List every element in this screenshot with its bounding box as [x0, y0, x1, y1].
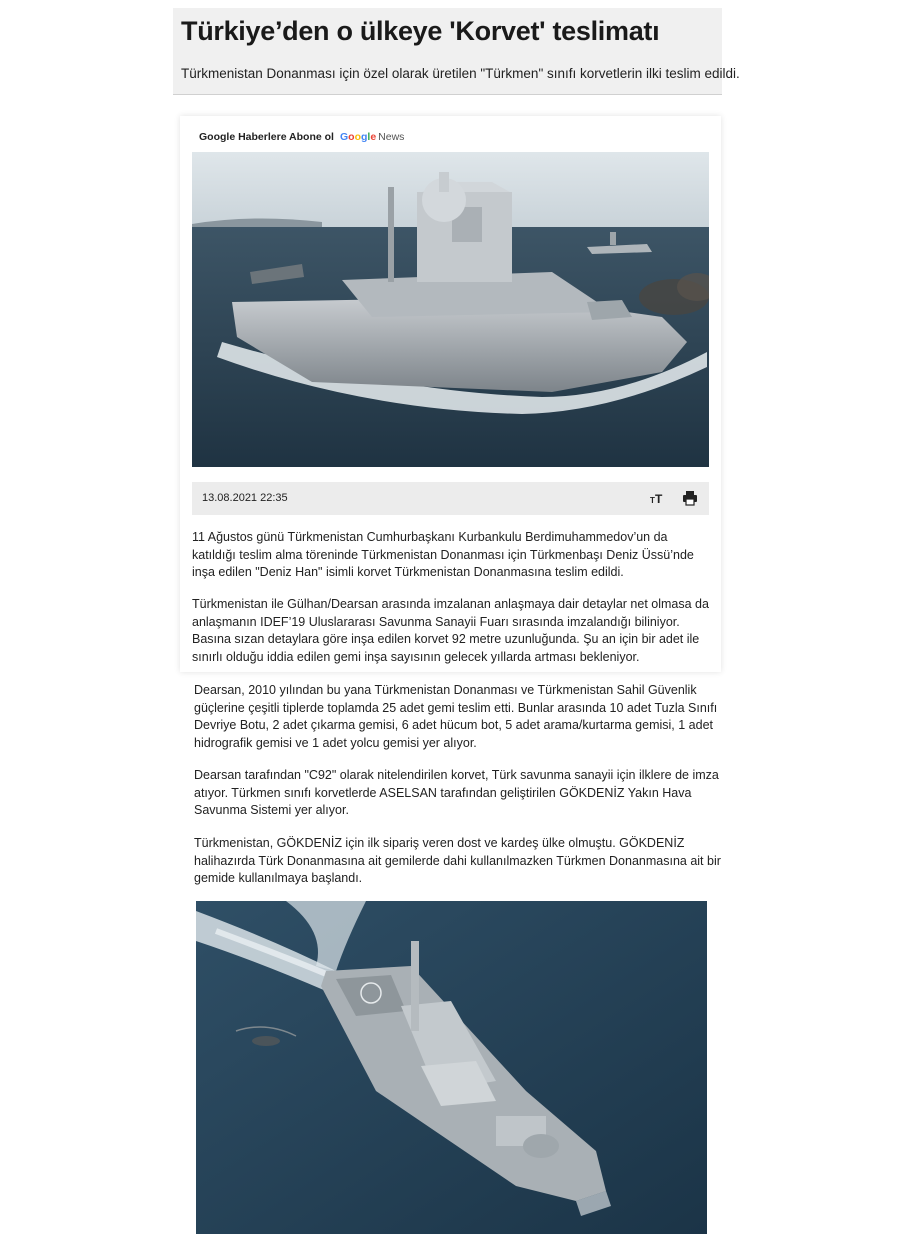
print-icon[interactable] [682, 490, 698, 506]
article-title: Türkiye’den o ülkeye 'Korvet' teslimatı [181, 16, 660, 46]
google-news-suffix: News [378, 131, 405, 143]
svg-text:T: T [655, 492, 663, 506]
svg-text:T: T [650, 496, 655, 505]
article-paragraph: Türkmenistan, GÖKDENİZ için ilk sipariş veren dost ve kardeş ülke olmuştu. GÖKDENİZ halihazırda Türk Donanmasına ait gemilerde dahi kullanılmazken Türkmen Donanmasına ait bir gemide kullanılmaya başlandı. [194, 836, 721, 885]
corvette-hero-image [192, 152, 709, 467]
corvette-aerial-image [196, 901, 707, 1234]
google-news-follow-link[interactable] [199, 131, 404, 143]
article-paragraph: Dearsan, 2010 yılından bu yana Türkmenistan Donanması ve Türkmenistan Sahil Güvenlik güçlerine çeşitli tiplerde toplamda 25 adet gemi teslim etti. Bunlar arasında 10 adet Tuzla Sınıfı Devriye Botu, 2 adet çıkarma gemisi, 6 adet hücum bot, 5 adet arama/kurtarma gemisi, 1 adet hidrografik gemisi ve 1 adet yolcu gemisi yer alıyor. [194, 683, 718, 750]
text-size-icon[interactable] [649, 490, 665, 506]
publish-date: 13.08.2021 22:35 [202, 492, 288, 504]
article-paragraph: Türkmenistan ile Gülhan/Dearsan arasında imzalanan anlaşmaya dair detaylar net olmasa da anlaşmanın IDEF’19 Uluslararası Savunma Sanayii Fuarı sırasında imzalandığı biliniyor. Basına sızan detaylara göre inşa edilen korvet 92 metre uzunluğunda. Şu an için bir adet ile sınırlı olduğu iddia edilen gemi inşa sayısının gelecek yıllarda artması bekleniyor. [192, 597, 709, 664]
article-paragraph: 11 Ağustos günü Türkmenistan Cumhurbaşkanı Kurbankulu Berdimuhammedov’un da katıldığı teslim alma töreninde Türkmenistan Donanması için Türkmenbaşı Deniz Üssü’nde inşa edilen "Deniz Han" isimli korvet Türkmenistan Donanmasına teslim edildi. [192, 530, 694, 579]
google-logo: Google [339, 131, 377, 143]
article-subtitle: Türkmenistan Donanması için özel olarak üretilen "Türkmen" sınıfı korvetlerin ilki teslim edildi. [181, 66, 740, 81]
article-paragraph: Dearsan tarafından "C92" olarak nitelendirilen korvet, Türk savunma sanayii için ilklere de imza atıyor. Türkmen sınıfı korvetlerde ASELSAN tarafından geliştirilen GÖKDENİZ Yakın Hava Savunma Sistemi yer alıyor. [194, 768, 719, 817]
follow-label: Google Haberlere Abone ol [199, 131, 334, 143]
article-meta-bar [192, 482, 709, 515]
article-header [173, 8, 740, 95]
